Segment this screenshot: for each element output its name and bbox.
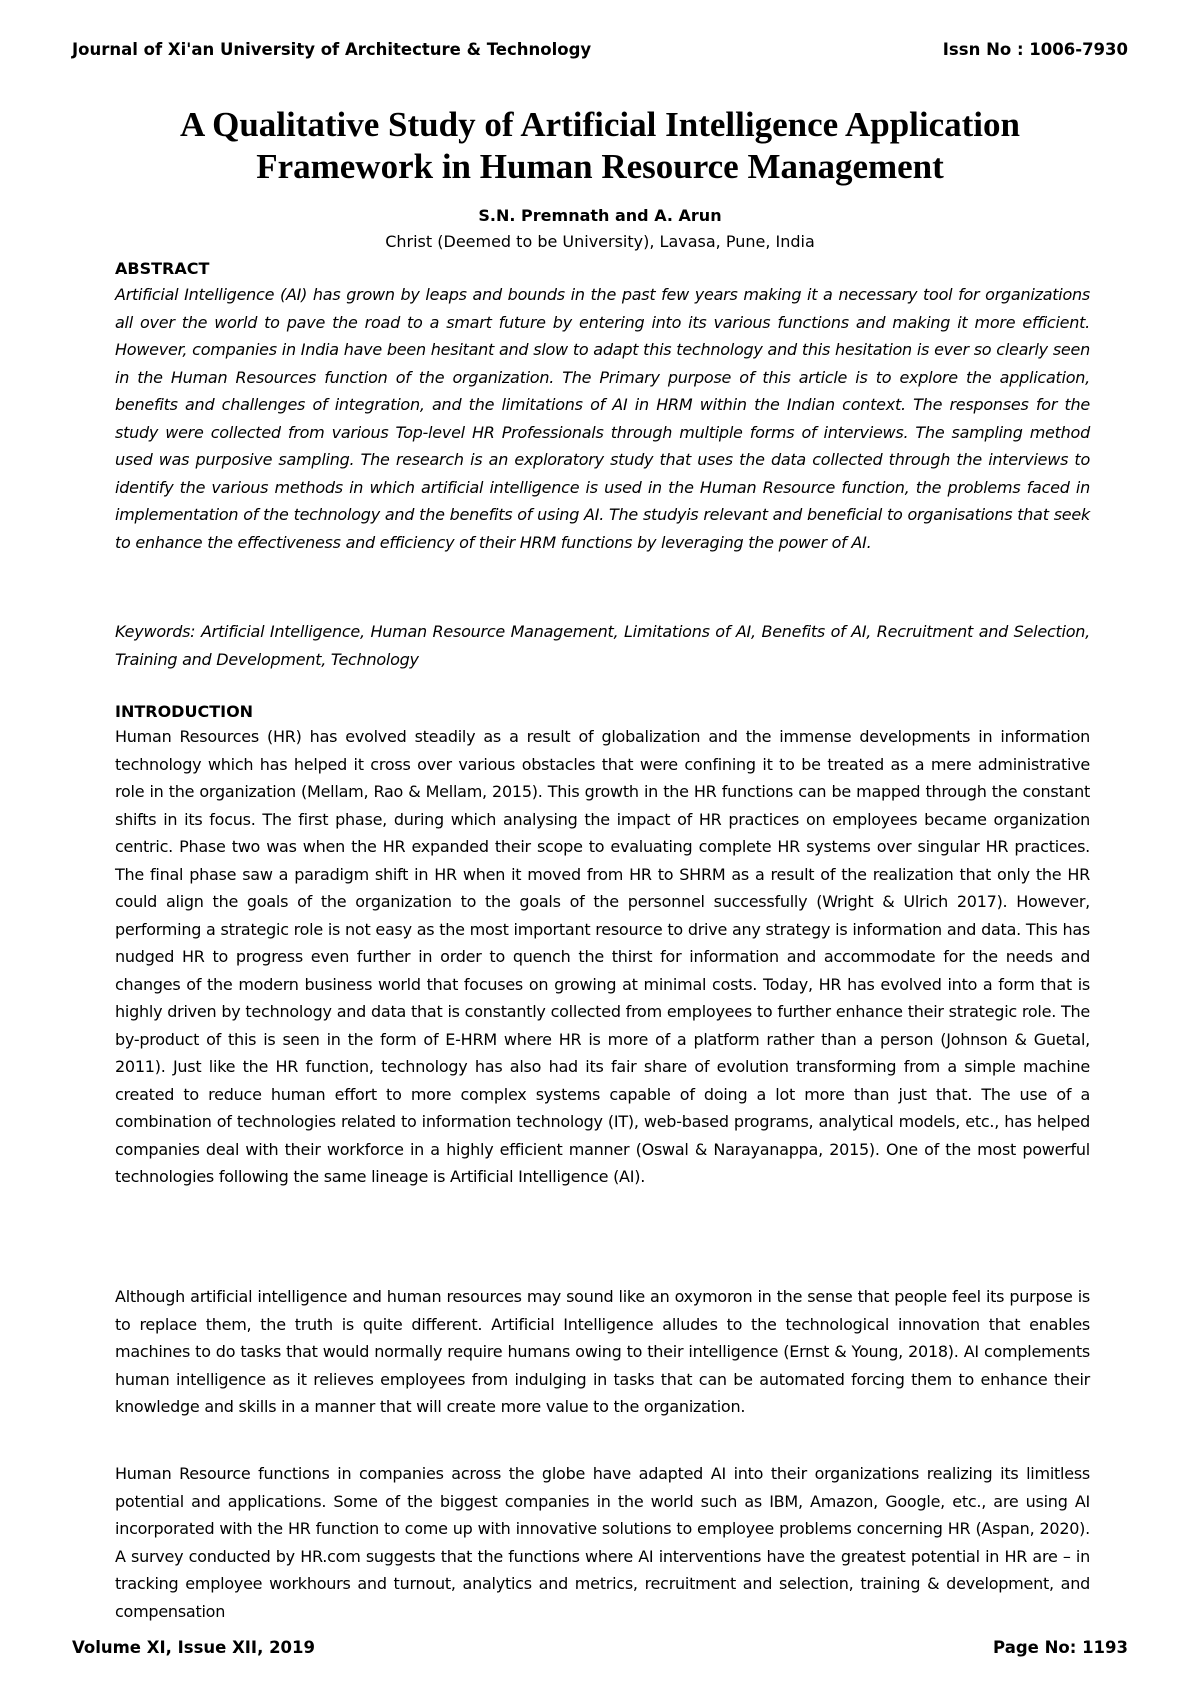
- article-title-line-2: Framework in Human Resource Management: [256, 147, 944, 186]
- running-footer: [72, 1638, 1128, 1664]
- introduction-paragraph-3: Human Resource functions in companies across the globe have adapted AI into their organizations realizing its limitless potential and applications. Some of the biggest companies in the world such as IBM, Amazon, Google, etc., are using AI incorporated with the HR function to come up with innovative solutions to employee problems concerning HR (Aspan, 2020). A survey conducted by HR.com suggests that the functions where AI interventions have the greatest potential in HR are – in tracking employee workhours and turnout, analytics and metrics, recruitment and selection, training & development, and compensation: [115, 1464, 1090, 1621]
- introduction-paragraph-1: Human Resources (HR) has evolved steadily as a result of globalization and the immense developments in information technology which has helped it cross over various obstacles that were confining it to be treated as a mere administrative role in the organization (Mellam, Rao & Mellam, 2015). This growth in the HR functions can be mapped through the constant shifts in its focus. The first phase, during which analysing the impact of HR practices on employees became organization centric. Phase two was when the HR expanded their scope to evaluating complete HR systems over singular HR practices. The final phase saw a paradigm shift in HR when it moved from HR to SHRM as a result of the realization that only the HR could align the goals of the organization to the goals of the personnel successfully (Wright & Ulrich 2017). However, performing a strategic role is not easy as the most important resource to drive any strategy is information and data. This has nudged HR to progress even further in order to quench the thirst for information and accommodate for the needs and changes of the modern business world that focuses on growing at minimal costs. Today, HR has evolved into a form that is highly driven by technology and data that is constantly collected from employees to further enhance their strategic role. The by-product of this is seen in the form of E-HRM where HR is more of a platform rather than a person (Johnson & Guetal, 2011). Just like the HR function, technology has also had its fair share of evolution transforming from a simple machine created to reduce human effort to more complex systems capable of doing a lot more than just that. The use of a combination of technologies related to information technology (IT), web-based programs, analytical models, etc., has helped companies deal with their workforce in a highly efficient manner (Oswal & Narayanappa, 2015). One of the most powerful technologies following the same lineage is Artificial Intelligence (AI).: [115, 727, 1090, 1186]
- issn-number: Issn No : 1006-7930: [942, 40, 1128, 59]
- article-title-line-1: A Qualitative Study of Artificial Intelligence Application: [180, 105, 1020, 144]
- abstract-heading: ABSTRACT: [115, 259, 210, 278]
- page-number: Page No: 1193: [993, 1638, 1128, 1657]
- introduction-heading: INTRODUCTION: [115, 702, 254, 721]
- abstract-text: Artificial Intelligence (AI) has grown by leaps and bounds in the past few years making it a necessary tool for organizations all over the world to pave the road to a smart future by entering into its various functions and making it more efficient. However, companies in India have been hesitant and slow to adapt this technology and this hesitation is ever so clearly seen in the Human Resources function of the organization. The Primary purpose of this article is to explore the application, benefits and challenges of integration, and the limitations of AI in HRM within the Indian context. The responses for the study were collected from various Top-level HR Professionals through multiple forms of interviews. The sampling method used was purposive sampling. The research is an exploratory study that uses the data collected through the interviews to identify the various methods in which artificial intelligence is used in the Human Resource function, the problems faced in implementation of the technology and the benefits of using AI. The studyis relevant and beneficial to organisations that seek to enhance the effectiveness and efficiency of their HRM functions by leveraging the power of AI.: [115, 285, 1090, 552]
- running-header: [72, 40, 1128, 66]
- authors: S.N. Premnath and A. Arun: [478, 206, 722, 225]
- journal-name: Journal of Xi'an University of Architecture & Technology: [72, 40, 592, 59]
- volume-issue: Volume XI, Issue XII, 2019: [72, 1638, 316, 1657]
- keywords: Keywords: Artificial Intelligence, Human Resource Management, Limitations of AI, Benefits of AI, Recruitment and Selection, Training and Development, Technology: [115, 622, 1090, 669]
- affiliation: Christ (Deemed to be University), Lavasa, Pune, India: [385, 232, 815, 251]
- introduction-paragraph-2: Although artificial intelligence and human resources may sound like an oxymoron in the sense that people feel its purpose is to replace them, the truth is quite different. Artificial Intelligence alludes to the technological innovation that enables machines to do tasks that would normally require humans owing to their intelligence (Ernst & Young, 2018). AI complements human intelligence as it relieves employees from indulging in tasks that can be automated forcing them to enhance their knowledge and skills in a manner that will create more value to the organization.: [115, 1287, 1090, 1416]
- article-title: [60, 104, 1140, 188]
